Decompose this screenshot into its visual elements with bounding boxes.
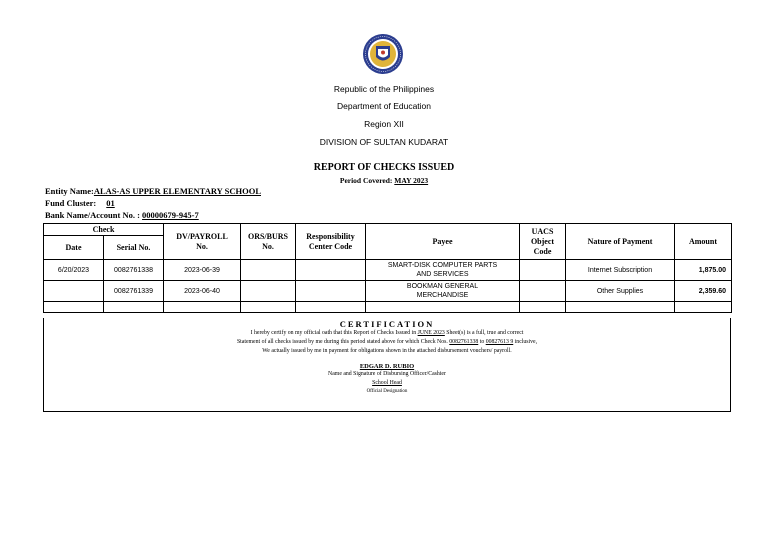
dv-header-line1: DV/PAYROLL — [176, 231, 228, 241]
uacs-header-line3: Code — [533, 246, 552, 256]
resp-header-line1: Responsibility — [306, 231, 355, 241]
row-amount: 1,875.00 — [675, 260, 732, 281]
cert-l1a: I hereby certify on my official oath that this Report of Checks Issued in — [250, 330, 418, 336]
signer-name: EDGAR D. RUBIO — [359, 363, 415, 370]
report-title: REPORT OF CHECKS ISSUED — [313, 162, 455, 173]
row-amount: 2,359.60 — [675, 281, 732, 302]
division-line: DIVISION OF SULTAN KUDARAT — [319, 137, 449, 147]
ors-burs-header — [241, 224, 296, 260]
department-line: Department of Education — [336, 101, 432, 111]
amount-header: Amount — [675, 224, 732, 260]
checks-table — [43, 223, 732, 313]
date-header: Date — [44, 236, 104, 260]
period-value: MAY 2023 — [394, 176, 429, 185]
bank-account-value: 00000679-945-7 — [142, 210, 199, 220]
empty-cell — [104, 302, 164, 313]
signer-designation: School Head — [372, 380, 402, 386]
check-header: Check — [44, 224, 164, 236]
payee-line2: AND SERVICES — [416, 271, 469, 278]
fund-cluster-row — [45, 198, 123, 208]
row-resp — [296, 281, 366, 302]
empty-cell — [520, 302, 566, 313]
bank-account-row — [45, 210, 199, 220]
entity-name-label: Entity Name: — [45, 186, 94, 196]
row-serial: 0082761338 — [104, 260, 164, 281]
ors-header-line2: No. — [262, 241, 274, 251]
uacs-header-line2: Object — [530, 236, 555, 246]
row-resp — [296, 260, 366, 281]
republic-line: Republic of the Philippines — [333, 84, 435, 94]
responsibility-center-header — [296, 224, 366, 260]
serial-no-header: Serial No. — [104, 236, 164, 260]
payee-line2: MERCHANDISE — [416, 292, 469, 299]
row-nature: Other Supplies — [566, 281, 675, 302]
cert-l2a: Statement of all checks issued by me during this period stated above for which Check Nos. — [236, 339, 450, 345]
table-row — [44, 260, 732, 281]
resp-header-line2: Center Code — [308, 241, 353, 251]
cert-l2e: inclusive, — [513, 339, 538, 345]
designation-caption: Official Designation — [366, 389, 408, 394]
row-nature: Internet Subscription — [566, 260, 675, 281]
empty-cell — [44, 302, 104, 313]
dv-header-line2: No. — [196, 241, 208, 251]
row-dv: 2023-06-39 — [164, 260, 241, 281]
row-payee — [366, 281, 520, 302]
payee-header: Payee — [366, 224, 520, 260]
entity-name-value: ALAS-AS UPPER ELEMENTARY SCHOOL — [93, 186, 261, 196]
row-uacs — [520, 260, 566, 281]
region-line: Region XII — [364, 119, 404, 129]
empty-cell — [675, 302, 732, 313]
uacs-header-line1: UACS — [531, 226, 554, 236]
certification-line-3: We actually issued by me in payment for obligations shown in the attached disbursement vouchers/ payroll. — [262, 348, 512, 354]
cert-check-to: 00827613 9 — [485, 339, 514, 345]
empty-cell — [164, 302, 241, 313]
certification-title: CERTIFICATION — [339, 319, 435, 329]
row-date: 6/20/2023 — [44, 260, 104, 281]
cert-l2c: to — [478, 339, 486, 345]
entity-name-row — [45, 186, 261, 196]
certification-line-2 — [44, 338, 730, 347]
row-uacs — [520, 281, 566, 302]
certification-line-1 — [44, 329, 730, 338]
empty-cell — [296, 302, 366, 313]
empty-cell — [366, 302, 520, 313]
fund-cluster-label: Fund Cluster: — [45, 198, 97, 208]
empty-row — [44, 302, 732, 313]
row-payee — [366, 260, 520, 281]
deped-seal-icon — [362, 33, 404, 75]
uacs-header — [520, 224, 566, 260]
empty-cell — [566, 302, 675, 313]
table-row — [44, 281, 732, 302]
fund-cluster-value: 01 — [106, 198, 115, 208]
empty-cell — [241, 302, 296, 313]
period-label: Period Covered: — [339, 176, 393, 185]
header-row-1 — [44, 224, 732, 236]
payee-line1: SMART-DISK COMPUTER PARTS — [387, 262, 498, 269]
dv-payroll-header — [164, 224, 241, 260]
ors-header-line1: ORS/BURS — [247, 231, 288, 241]
certification-box — [43, 318, 731, 412]
period-covered — [0, 176, 768, 185]
cert-month: JUNE 2023 — [417, 330, 445, 336]
bank-account-label: Bank Name/Account No. : — [45, 210, 140, 220]
row-serial: 0082761339 — [104, 281, 164, 302]
row-ors — [241, 281, 296, 302]
row-date — [44, 281, 104, 302]
row-dv: 2023-06-40 — [164, 281, 241, 302]
cert-l1c: Sheet(s) is a full, true and correct — [444, 330, 524, 336]
payee-line1: BOOKMAN GENERAL — [406, 283, 479, 290]
cert-check-from: 0082761338 — [449, 339, 479, 345]
signer-caption: Name and Signature of Disbursing Officer/Cashier — [328, 371, 446, 377]
row-ors — [241, 260, 296, 281]
nature-of-payment-header: Nature of Payment — [566, 224, 675, 260]
